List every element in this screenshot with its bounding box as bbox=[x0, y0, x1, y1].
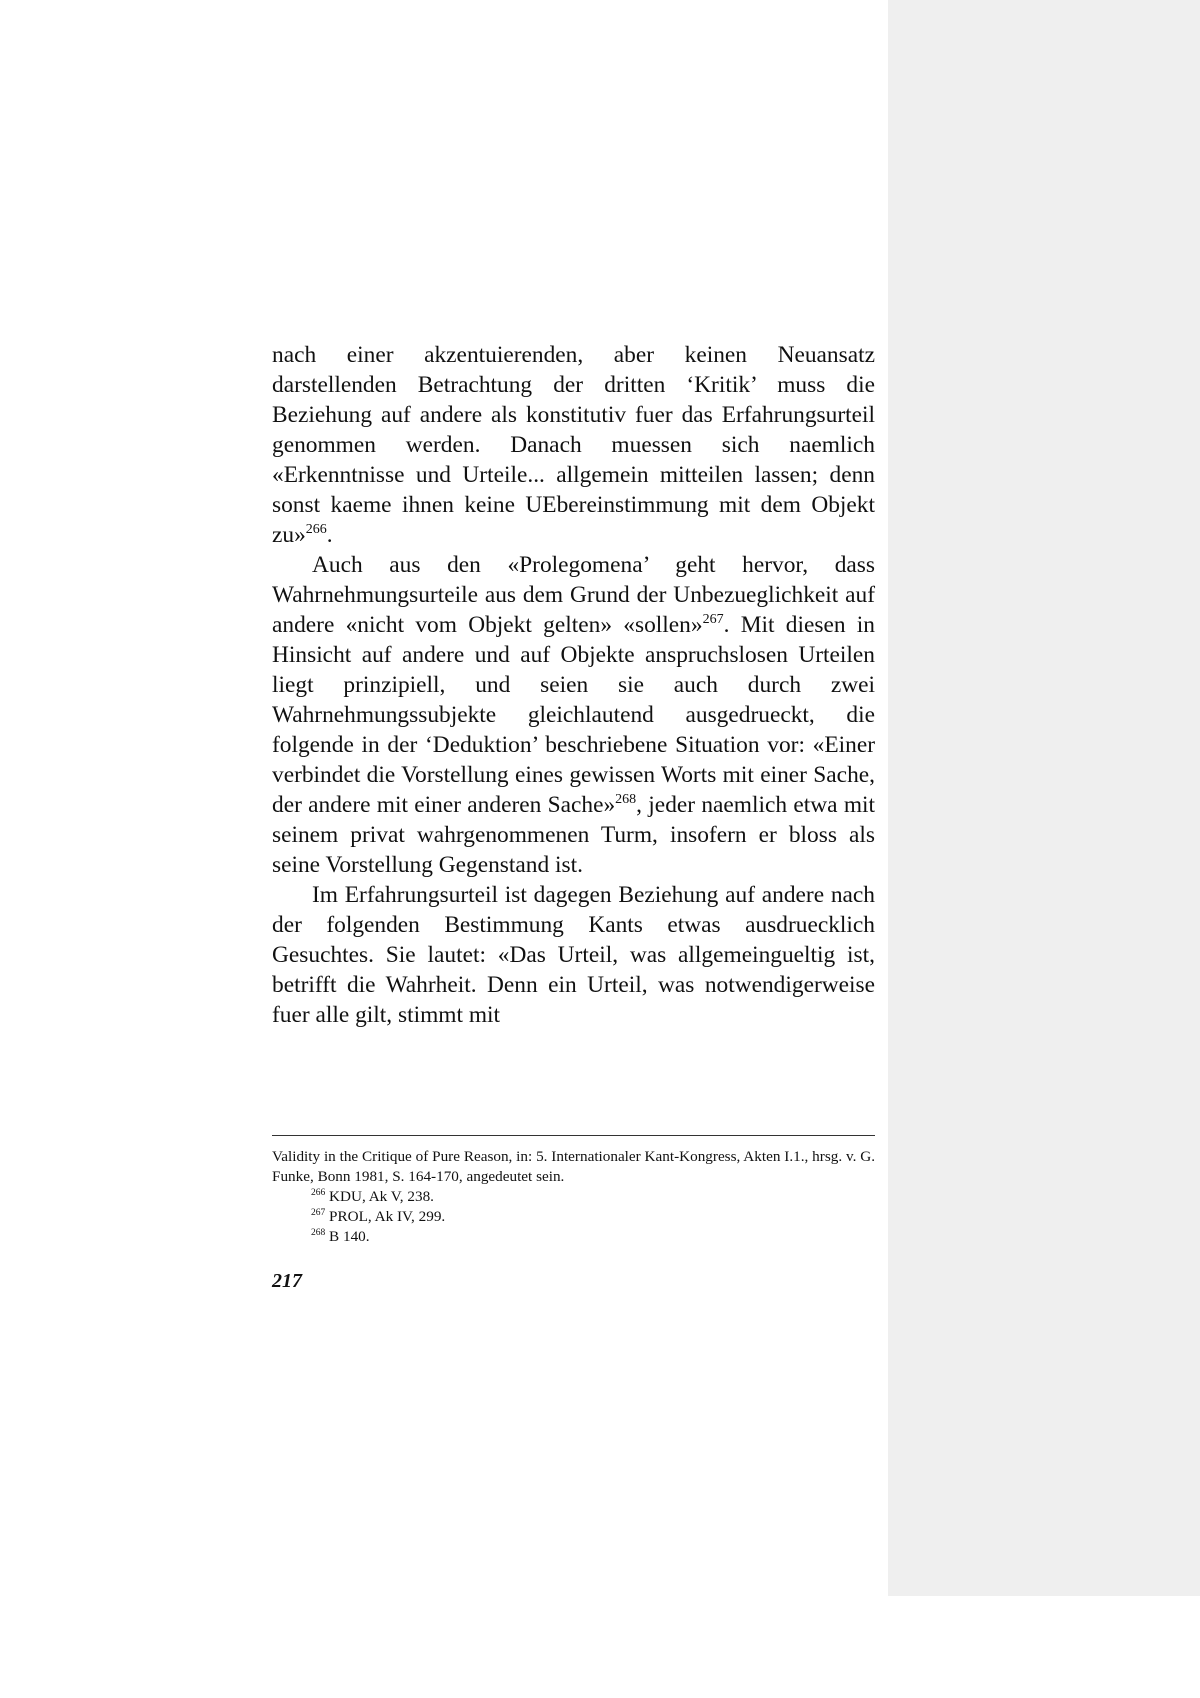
footnote-number: 266 bbox=[311, 1188, 326, 1198]
page-number: 217 bbox=[272, 1270, 302, 1292]
footnote-267 bbox=[272, 1207, 875, 1227]
paragraph-2-text-c: , jeder naemlich etwa mit seinem privat wahrgenommenen Turm, insofern er bloss als seine Vorstellung Gegenstand ist. bbox=[272, 792, 876, 878]
paragraph-2-text-b: . Mit diesen in Hinsicht auf andere und auf Objekte anspruchslosen Urteilen liegt prinzipiell, und seien sie auch durch zwei Wahrnehmungssubjekte gleichlautend ausgedrueckt, die folgende in der ‘Deduktion’ beschriebene Situation vor: «Einer verbindet die Vorstellung eines gewissen Worts mit einer Sache, der andere mit einer anderen Sache» bbox=[272, 612, 875, 818]
paragraph-1 bbox=[272, 340, 875, 550]
footnote-text: KDU, Ak V, 238. bbox=[325, 1188, 434, 1205]
paragraph-2 bbox=[272, 550, 875, 880]
footnote-text: B 140. bbox=[325, 1228, 370, 1245]
main-text bbox=[272, 340, 875, 1030]
paragraph-2-text-a: Auch aus den «Prolegomena’ geht hervor, dass Wahrnehmungsurteile aus dem Grund der Unbezueglichkeit auf andere «nicht vom Objekt gelten» «sollen» bbox=[272, 552, 875, 638]
footnote-continuation: Validity in the Critique of Pure Reason, in: 5. Internationaler Kant-Kongress, Akten I.1., hrsg. v. G. Funke, Bonn 1981, S. 164-170, angedeutet sein. bbox=[272, 1148, 875, 1185]
footnote-ref-268[interactable]: 268 bbox=[615, 792, 637, 807]
footnotes bbox=[272, 1147, 875, 1247]
footnote-text: PROL, Ak IV, 299. bbox=[325, 1208, 446, 1225]
side-panel bbox=[888, 0, 1200, 1596]
paragraph-3 bbox=[272, 880, 875, 1030]
footnote-ref-267[interactable]: 267 bbox=[702, 612, 724, 627]
footnote-ref-266[interactable]: 266 bbox=[305, 522, 327, 537]
paragraph-1-text-a: nach einer akzentuierenden, aber keinen Neuansatz darstellenden Betrachtung der dritten ‘Kritik’ muss die Beziehung auf andere als konstitutiv fuer das Erfahrungsurteil genommen werden. Danach muessen sich naemlich «Erkenntnisse und Urteile... allgemein mitteilen lassen; denn sonst kaeme ihnen keine UEbereinstimmung mit dem Objekt zu» bbox=[272, 342, 875, 548]
footnote-number: 268 bbox=[311, 1228, 326, 1238]
footnote-number: 267 bbox=[311, 1208, 326, 1218]
paragraph-1-text-b: . bbox=[326, 522, 333, 548]
footnote-divider bbox=[272, 1135, 875, 1136]
footnote-268 bbox=[272, 1227, 875, 1247]
footnote-266 bbox=[272, 1187, 875, 1207]
paragraph-3-text: Im Erfahrungsurteil ist dagegen Beziehung auf andere nach der folgenden Bestimmung Kants etwas ausdruecklich Gesuchtes. Sie lautet: «Das Urteil, was allgemeingueltig ist, betrifft die Wahrheit. Denn ein Urteil, was notwendigerweise fuer alle gilt, stimmt mit bbox=[272, 882, 875, 1028]
